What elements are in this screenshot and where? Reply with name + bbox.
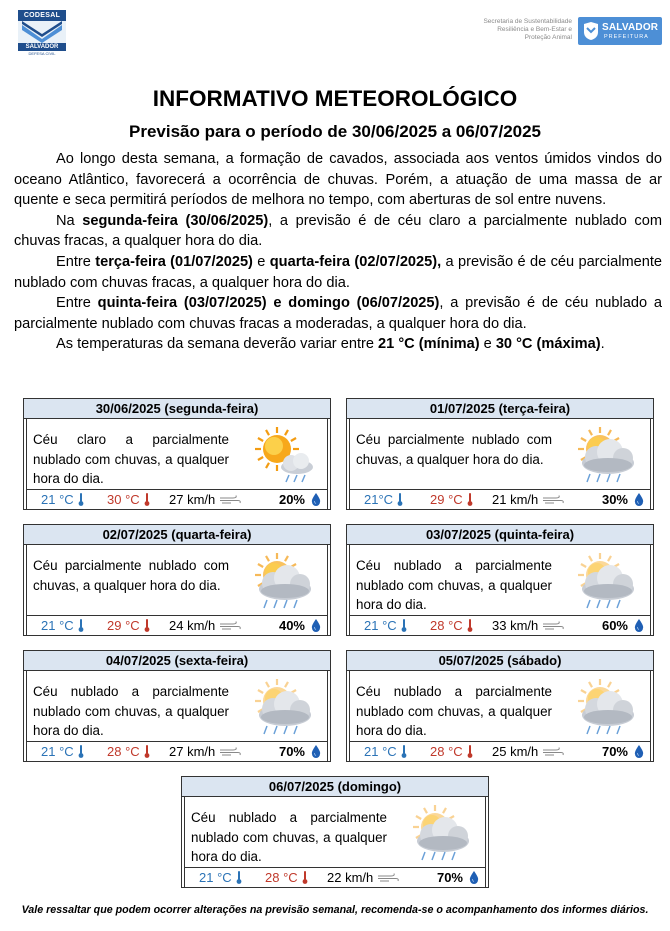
prefeitura-sub: PREFEITURA (604, 34, 649, 40)
rain-probability: 40% (278, 618, 305, 633)
card-stats (349, 742, 651, 761)
card-date: 03/07/2025 (quinta-feira) (347, 525, 653, 545)
card-stats (184, 868, 486, 887)
temp-min: 21 °C (41, 616, 84, 635)
card-description: Céu nublado a parcialmente nublado com chuvas, a qualquer hora do dia. (356, 684, 552, 738)
codesal-city-text: SALVADOR (18, 43, 66, 51)
secretaria-text: Secretaria de Sustentabilidade Resiliência e Bem-Estar e Proteção Animal (483, 18, 572, 41)
temp-max: 28 °C (430, 616, 473, 635)
card-description: Céu nublado a parcialmente nublado com chuvas, a qualquer hora do dia. (356, 558, 552, 612)
partly-cloudy-rain-icon (247, 551, 315, 611)
card-description: Céu nublado a parcialmente nublado com chuvas, a qualquer hora do dia. (191, 810, 387, 864)
codesal-emblem-icon (18, 21, 66, 43)
cloudy-rain-icon (247, 677, 315, 737)
rain-probability: 70% (601, 744, 628, 759)
thermometer-hot-icon (302, 871, 308, 884)
card-date: 04/07/2025 (sexta-feira) (24, 651, 330, 671)
rain-probability: 70% (436, 870, 463, 885)
card-description: Céu nublado a parcialmente nublado com chuvas, a qualquer hora do dia. (33, 684, 229, 738)
wind-speed: 27 km/h (169, 490, 241, 509)
card-date: 30/06/2025 (segunda-feira) (24, 399, 330, 419)
sun-cloud-rain-icon (247, 425, 315, 485)
rain-drop-icon (311, 619, 321, 632)
temp-max: 30 °C (107, 490, 150, 509)
paragraph-3: Entre terça-feira (01/07/2025) e quarta-feira (02/07/2025), a previsão é de céu parcialmente nublado com chuvas fracas, a qualquer hora do dia. (14, 253, 663, 291)
temp-min: 21 °C (364, 742, 407, 761)
thermometer-cold-icon (78, 745, 84, 758)
wind-icon (542, 495, 564, 505)
salvador-emblem-icon (583, 22, 599, 40)
card-stats (349, 490, 651, 509)
forecast-summary (14, 149, 662, 355)
prefeitura-name: SALVADOR (602, 22, 659, 33)
rain-drop-icon (311, 493, 321, 506)
thermometer-cold-icon (397, 493, 403, 506)
wind-icon (542, 747, 564, 757)
thermometer-hot-icon (467, 619, 473, 632)
day-forecast-card (346, 650, 654, 762)
card-date: 01/07/2025 (terça-feira) (347, 399, 653, 419)
paragraph-1: Ao longo desta semana, a formação de cavados, associada aos ventos úmidos vindos do oceano Atlântico, favorecerá a ocorrência de chuvas. Porém, a atuação de uma massa de ar quente e seca permitirá períodos de melhora no tempo, com aberturas de sol entre nuvens. (14, 151, 662, 209)
rain-drop-icon (634, 493, 644, 506)
temp-max: 28 °C (107, 742, 150, 761)
cloudy-rain-icon (570, 551, 638, 611)
paragraph-2: Na segunda-feira (30/06/2025), a previsão é de céu claro a parcialmente nublado com chuvas fracas, a qualquer hora do dia. (14, 212, 662, 250)
wind-speed: 22 km/h (327, 868, 399, 887)
footer-note: Vale ressaltar que podem ocorrer alterações na previsão semanal, recomenda-se o acompanhamento dos informes diários. (21, 904, 649, 916)
temp-min: 21 °C (41, 490, 84, 509)
thermometer-cold-icon (401, 745, 407, 758)
rain-probability: 60% (601, 618, 628, 633)
rain-probability: 30% (601, 492, 628, 507)
cloudy-rain-icon (570, 677, 638, 737)
temp-min: 21°C (364, 490, 403, 509)
card-description: Céu parcialmente nublado com chuvas, a qualquer hora do dia. (356, 432, 552, 467)
thermometer-cold-icon (78, 493, 84, 506)
wind-icon (377, 873, 399, 883)
thermometer-hot-icon (144, 619, 150, 632)
codesal-logo-text: CODESAL (18, 10, 66, 21)
rain-drop-icon (469, 871, 479, 884)
card-stats (349, 616, 651, 635)
wind-speed: 21 km/h (492, 490, 564, 509)
paragraph-4: Entre quinta-feira (03/07/2025) e domingo (06/07/2025), a previsão é de céu nublado a parcialmente nublado com chuvas fracas a moderadas, a qualquer hora do dia. (14, 295, 663, 332)
day-forecast-card (23, 650, 331, 762)
card-stats (26, 490, 328, 509)
wind-icon (219, 495, 241, 505)
thermometer-hot-icon (144, 493, 150, 506)
day-forecast-card (181, 776, 489, 888)
page-subtitle: Previsão para o período de 30/06/2025 a 06/07/2025 (128, 122, 542, 141)
day-forecast-card (346, 398, 654, 510)
day-forecast-card (23, 524, 331, 636)
thermometer-cold-icon (401, 619, 407, 632)
codesal-sub-text: DEFESA CIVIL (28, 51, 56, 56)
rain-drop-icon (634, 745, 644, 758)
thermometer-cold-icon (78, 619, 84, 632)
card-date: 02/07/2025 (quarta-feira) (24, 525, 330, 545)
card-description: Céu claro a parcialmente nublado com chuvas, a qualquer hora do dia. (33, 432, 229, 486)
page-title: INFORMATIVO METEOROLÓGICO (152, 86, 518, 111)
temp-max: 29 °C (107, 616, 150, 635)
card-date: 06/07/2025 (domingo) (182, 777, 488, 797)
wind-speed: 33 km/h (492, 616, 564, 635)
cloudy-rain-icon (405, 803, 473, 863)
rain-drop-icon (311, 745, 321, 758)
wind-icon (542, 621, 564, 631)
thermometer-cold-icon (236, 871, 242, 884)
thermometer-hot-icon (467, 493, 473, 506)
wind-speed: 27 km/h (169, 742, 241, 761)
temp-max: 29 °C (430, 490, 473, 509)
temp-max: 28 °C (265, 868, 308, 887)
partly-cloudy-rain-icon (570, 425, 638, 485)
rain-probability: 20% (278, 492, 305, 507)
thermometer-hot-icon (144, 745, 150, 758)
temp-min: 21 °C (41, 742, 84, 761)
card-description: Céu parcialmente nublado com chuvas, a qualquer hora do dia. (33, 558, 229, 593)
paragraph-5: As temperaturas da semana deverão variar entre 21 °C (mínima) e 30 °C (máxima). (56, 336, 605, 353)
card-date: 05/07/2025 (sábado) (347, 651, 653, 671)
rain-drop-icon (634, 619, 644, 632)
temp-min: 21 °C (199, 868, 242, 887)
codesal-logo (18, 10, 66, 54)
prefeitura-salvador-logo (578, 17, 662, 45)
thermometer-hot-icon (467, 745, 473, 758)
card-stats (26, 616, 328, 635)
wind-speed: 24 km/h (169, 616, 241, 635)
temp-min: 21 °C (364, 616, 407, 635)
day-forecast-card (23, 398, 331, 510)
temp-max: 28 °C (430, 742, 473, 761)
wind-icon (219, 621, 241, 631)
wind-speed: 25 km/h (492, 742, 564, 761)
day-forecast-card (346, 524, 654, 636)
card-stats (26, 742, 328, 761)
wind-icon (219, 747, 241, 757)
rain-probability: 70% (278, 744, 305, 759)
